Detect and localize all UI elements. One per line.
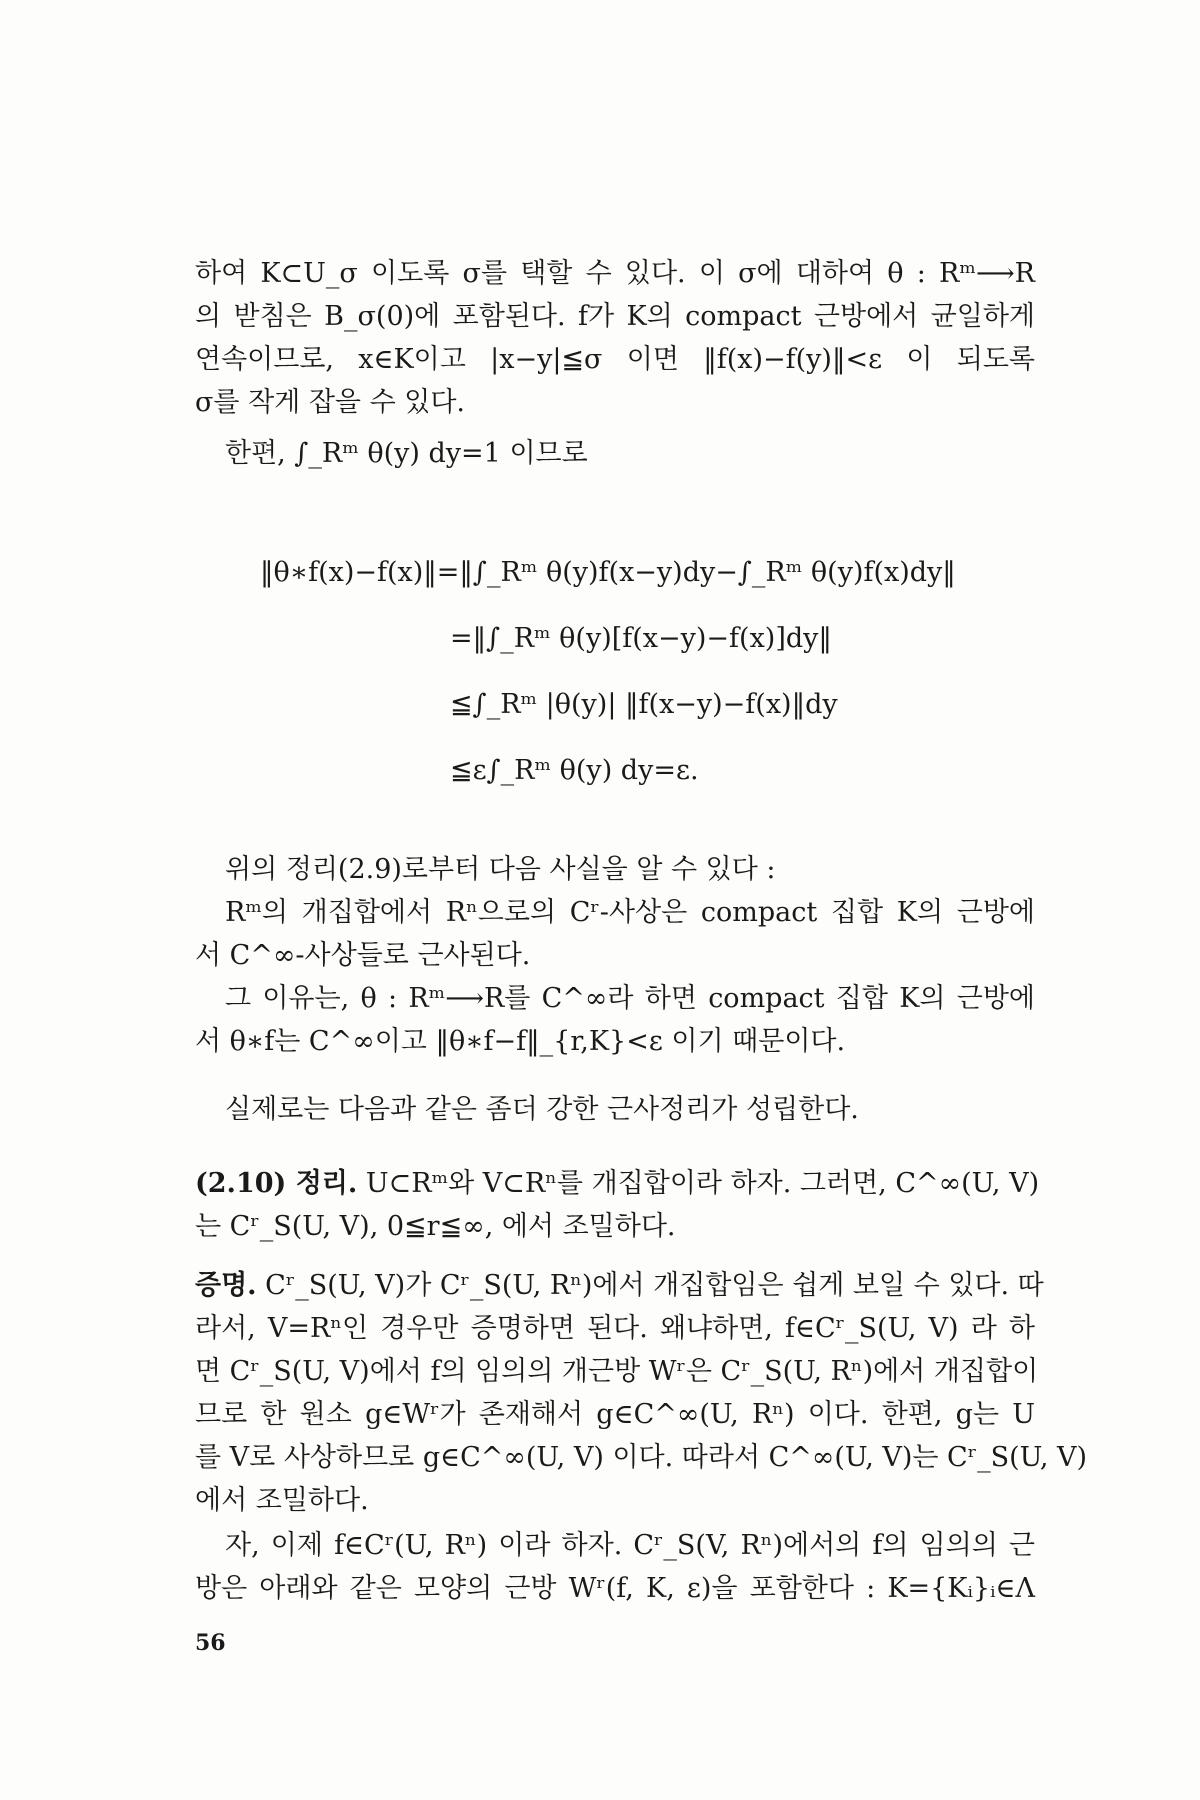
transition-paragraph [195, 1088, 1035, 1131]
proof-text: Cʳ_S(U, V)가 Cʳ_S(U, Rⁿ)에서 개집합임은 쉽게 보일 수 있다. 따 [265, 1270, 1044, 1301]
equation-line: ‖θ∗f(x)−f(x)‖=‖∫_Rᵐ θ(y)f(x−y)dy−∫_Rᵐ θ(y)f(x)dy‖ [260, 557, 956, 588]
equation-line: ≦∫_Rᵐ |θ(y)| ‖f(x−y)−f(x)‖dy [450, 689, 838, 720]
text-line: 면 Cʳ_S(U, V)에서 f의 임의의 개근방 Wʳ은 Cʳ_S(U, Rⁿ)에서 개집합이 [195, 1356, 1039, 1387]
text-line [195, 1162, 1040, 1205]
proof-block [195, 1264, 1088, 1522]
text-line: 그 이유는, θ : Rᵐ⟶R를 C^∞라 하면 compact 집합 K의 근방에 [225, 983, 1035, 1014]
page-number: 56 [195, 1630, 226, 1656]
paragraph-continuation [195, 252, 1035, 424]
text-line: Rᵐ의 개집합에서 Rⁿ으로의 Cʳ-사상은 compact 집합 K의 근방에 [225, 897, 1035, 928]
equation-line: =‖∫_Rᵐ θ(y)[f(x−y)−f(x)]dy‖ [450, 623, 832, 654]
text-line: 에서 조밀하다. [195, 1485, 369, 1516]
text-line: 실제로는 다음과 같은 좀더 강한 근사정리가 성립한다. [225, 1094, 859, 1125]
text-line: 한편, ∫_Rᵐ θ(y) dy=1 이므로 [225, 438, 588, 469]
text-line: 연속이므로, x∈K이고 |x−y|≦σ 이면 ‖f(x)−f(y)‖<ε 이 되도록 [195, 344, 1035, 375]
paragraph-integral-intro [195, 432, 1035, 475]
closing-paragraph [195, 1524, 1035, 1610]
text-line: 라서, V=Rⁿ인 경우만 증명하면 된다. 왜냐하면, f∈Cʳ_S(U, V) 라 하 [195, 1313, 1035, 1344]
text-line: 위의 정리(2.9)로부터 다음 사실을 알 수 있다 : [225, 854, 776, 885]
text-line [195, 1264, 1044, 1307]
equation-block [260, 540, 1060, 804]
equation-line: ≦ε∫_Rᵐ θ(y) dy=ε. [450, 755, 699, 786]
text-line: 서 θ∗f는 C^∞이고 ‖θ∗f−f‖_{r,K}<ε 이기 때문이다. [195, 1026, 846, 1057]
theorem-block [195, 1162, 1040, 1248]
proof-label: 증명. [195, 1270, 257, 1301]
theorem-label: (2.10) 정리. [195, 1168, 358, 1199]
text-line: 므로 한 원소 g∈Wʳ가 존재해서 g∈C^∞(U, Rⁿ) 이다. 한편, g는 U [195, 1399, 1035, 1430]
text-line: 하여 K⊂U_σ 이도록 σ를 택할 수 있다. 이 σ에 대하여 θ : Rᵐ⟶R [195, 258, 1035, 289]
text-line: 방은 아래와 같은 모양의 근방 Wʳ(f, K, ε)을 포함한다 : K={Kᵢ}ᵢ∈Λ [195, 1573, 1035, 1604]
remarks-paragraph [195, 848, 1035, 1063]
text-line: 의 받침은 B_σ(0)에 포함된다. f가 K의 compact 근방에서 균일하게 [195, 301, 1035, 332]
text-line: 자, 이제 f∈Cʳ(U, Rⁿ) 이라 하자. Cʳ_S(V, Rⁿ)에서의 f의 임의의 근 [225, 1530, 1035, 1561]
text-line: 는 Cʳ_S(U, V), 0≦r≦∞, 에서 조밀하다. [195, 1211, 676, 1242]
text-line: σ를 작게 잡을 수 있다. [195, 387, 465, 418]
theorem-text: U⊂Rᵐ와 V⊂Rⁿ를 개집합이라 하자. 그러면, C^∞(U, V) [365, 1168, 1040, 1199]
text-line: 서 C^∞-사상들로 근사된다. [195, 940, 531, 971]
text-line: 를 V로 사상하므로 g∈C^∞(U, V) 이다. 따라서 C^∞(U, V)는 Cʳ_S(U, V) [195, 1442, 1088, 1473]
